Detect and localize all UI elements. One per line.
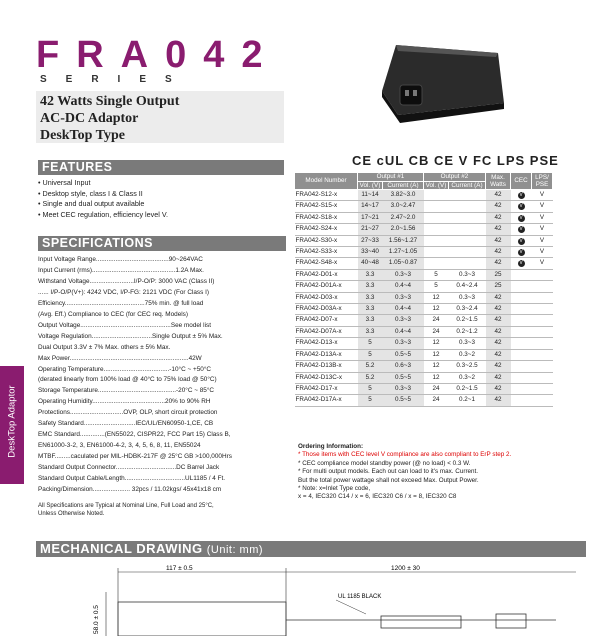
table-cell: 0.2~1 <box>449 395 486 406</box>
table-cell: V <box>532 190 553 201</box>
model-number-cell: FRA042-S48-x <box>295 258 358 269</box>
ordering-note: x = 4, IEC320 C14 / x = 6, IEC320 C6 / x = 8, IEC320 C8 <box>298 493 457 501</box>
table-cell <box>424 235 449 246</box>
table-row <box>295 326 553 337</box>
table-cell: 0.3~2.4 <box>449 304 486 315</box>
table-cell: 1.56~1.27 <box>383 235 424 246</box>
table-cell: 42 <box>486 258 511 269</box>
table-cell <box>532 315 553 326</box>
spec-line: Operating Humidity.........................................20% to 90% RH <box>38 398 211 406</box>
table-cell: 5.2 <box>358 372 383 383</box>
cec-mark <box>511 190 532 201</box>
table-cell: 0.4~4 <box>383 304 424 315</box>
table-row <box>295 315 553 326</box>
table-cell: 42 <box>486 190 511 201</box>
table-cell: 0.3~3 <box>383 338 424 349</box>
table-cell: 42 <box>486 361 511 372</box>
ordering-note: * CEC compliance model standby power (@ no load) < 0.3 W. <box>298 459 471 467</box>
table-cell: V <box>532 212 553 223</box>
spec-line: Protections..............................OVP, OLP, short circuit protection <box>38 409 218 417</box>
spec-line: Efficiency.............................................75% min. @ full load <box>38 299 204 307</box>
cec-mark <box>511 258 532 269</box>
table-cell: 3.3 <box>358 292 383 303</box>
table-cell: 0.3~2 <box>449 349 486 360</box>
table-cell: 24 <box>424 395 449 406</box>
table-cell: 42 <box>486 224 511 235</box>
table-cell <box>511 338 532 349</box>
ordering-note: But the total power wattage shall not exceed Max. Output Power. <box>298 476 479 484</box>
spec-line: Input Voltage Range.........................................90~264VAC <box>38 256 203 263</box>
cec-mark-icon: V <box>519 260 523 267</box>
table-cell: 0.4~4 <box>383 326 424 337</box>
spec-line: MTBF.........caculated per MIL-HDBK-217F @ 25°C GB >100,000Hrs <box>38 453 232 461</box>
features-section <box>38 160 284 221</box>
table-cell <box>532 326 553 337</box>
certification-logos: CE cUL CB CE V FC LPS PSE <box>352 153 559 168</box>
model-number-cell: FRA042-D07A-x <box>295 326 358 337</box>
table-row <box>295 349 553 360</box>
table-cell: 42 <box>486 383 511 394</box>
table-row <box>295 361 553 372</box>
model-number-cell: FRA042-S12-x <box>295 190 358 201</box>
model-number-cell: FRA042-D03-x <box>295 292 358 303</box>
cec-mark-icon: V <box>519 226 523 233</box>
table-cell: 0.4~2.4 <box>449 281 486 292</box>
table-cell: 2.0~1.56 <box>383 224 424 235</box>
brand-logo: FRA042 <box>36 34 280 76</box>
model-number-cell: FRA042-D13C-x <box>295 372 358 383</box>
table-cell <box>511 395 532 406</box>
spec-line: Voltage Regulation..................................Single Output ± 5% Max. <box>38 332 223 340</box>
spec-line: Operating Temperature.....................................-10°C ~ +50°C <box>38 365 211 373</box>
header-lps: LPS/ PSE <box>532 173 553 190</box>
table-cell <box>449 212 486 223</box>
table-cell: 1.27~1.05 <box>383 247 424 258</box>
table-cell: 3.3 <box>358 326 383 337</box>
table-cell: 42 <box>486 315 511 326</box>
table-cell <box>511 372 532 383</box>
table-cell: 42 <box>486 212 511 223</box>
table-cell: 3.3 <box>358 315 383 326</box>
table-cell: 0.6~3 <box>383 361 424 372</box>
table-cell <box>532 281 553 292</box>
header-vol-1: Vol. (V) <box>358 181 383 190</box>
cec-mark-icon: V <box>519 237 523 244</box>
table-cell: 40~48 <box>358 258 383 269</box>
mechanical-drawing-section <box>36 541 586 557</box>
table-cell <box>532 304 553 315</box>
table-cell: V <box>532 247 553 258</box>
table-cell: 42 <box>486 326 511 337</box>
table-cell: 42 <box>486 247 511 258</box>
table-cell: 0.2~1.5 <box>449 383 486 394</box>
table-cell: 0.3~2.5 <box>449 361 486 372</box>
model-number-cell: FRA042-D01-x <box>295 269 358 280</box>
table-cell: 42 <box>486 349 511 360</box>
model-number-cell: FRA042-D17A-x <box>295 395 358 406</box>
ordering-note-red: * Those items with CEC level V compliance are also compliant to ErP step 2. <box>298 451 512 459</box>
table-cell: 0.3~3 <box>449 338 486 349</box>
specifications-heading: SPECIFICATIONS <box>38 236 286 251</box>
mechanical-unit: (Unit: mm) <box>206 544 264 556</box>
product-photo <box>378 43 506 125</box>
spec-line: Input Current (rms)...............................................1.2A Max. <box>38 266 204 274</box>
table-cell: 5 <box>358 383 383 394</box>
table-cell <box>424 212 449 223</box>
table-cell: 0.3~3 <box>383 292 424 303</box>
table-cell: 5.2 <box>358 361 383 372</box>
table-cell <box>532 349 553 360</box>
cec-mark-icon: V <box>519 192 523 198</box>
series-label: SERIES <box>40 74 191 85</box>
model-number-cell: FRA042-D01A-x <box>295 281 358 292</box>
table-cell <box>511 269 532 280</box>
table-cell: 2.47~2.0 <box>383 212 424 223</box>
spec-line: EMC Standard..............(EN55022, CISPR22, FCC Part 15) Class B, <box>38 431 231 439</box>
table-cell <box>532 372 553 383</box>
spec-note-line: All Specifications are Typical at Nominal Line, Full Load and 25°C, <box>38 502 214 509</box>
header-output-2: Output #2 <box>424 173 486 182</box>
spec-list <box>38 255 286 496</box>
spec-line: (derated linearly from 100% load @ 40°C to 75% load @ 50°C) <box>38 376 217 384</box>
table-cell <box>532 338 553 349</box>
model-table <box>294 172 553 407</box>
table-cell: 0.5~5 <box>383 349 424 360</box>
table-cell <box>511 304 532 315</box>
table-cell: 3.3 <box>358 304 383 315</box>
table-cell <box>532 383 553 394</box>
cec-mark <box>511 212 532 223</box>
table-row <box>295 190 553 201</box>
table-cell: 24 <box>424 383 449 394</box>
feature-item: • Universal Input <box>38 178 284 189</box>
features-list <box>38 178 284 221</box>
cable-label: UL 1185 BLACK <box>338 594 382 600</box>
dimension-cable-length: 1200 ± 30 <box>391 565 420 572</box>
table-cell <box>449 190 486 201</box>
table-cell <box>511 383 532 394</box>
table-cell: 12 <box>424 304 449 315</box>
mechanical-heading <box>36 541 586 557</box>
table-cell: 27~33 <box>358 235 383 246</box>
cec-mark <box>511 201 532 212</box>
model-number-cell: FRA042-S33-x <box>295 247 358 258</box>
model-number-cell: FRA042-S24-x <box>295 224 358 235</box>
table-cell: 24 <box>424 326 449 337</box>
table-cell: 42 <box>486 372 511 383</box>
spec-line: Standard Output Cable/Length..................................UL1185 / 4 Ft. <box>38 475 226 483</box>
ordering-note: * For multi output models. Each out can load to it's max. Current. <box>298 468 479 476</box>
table-cell: 0.2~1.2 <box>449 326 486 337</box>
header-current-1: Current (A) <box>383 181 424 190</box>
spec-line: Storage Temperature............................................-20°C ~ 85°C <box>38 387 215 395</box>
table-cell: 0.3~3 <box>449 269 486 280</box>
model-number-cell: FRA042-D13B-x <box>295 361 358 372</box>
cec-mark <box>511 235 532 246</box>
table-cell <box>532 269 553 280</box>
table-row <box>295 338 553 349</box>
table-row <box>295 224 553 235</box>
table-row <box>295 235 553 246</box>
table-cell: 3.3 <box>358 281 383 292</box>
product-title <box>36 91 284 143</box>
table-cell: 3.0~2.47 <box>383 201 424 212</box>
table-cell <box>424 247 449 258</box>
ordering-information <box>298 443 588 502</box>
table-cell: 42 <box>486 292 511 303</box>
table-row <box>295 304 553 315</box>
model-number-cell: FRA042-D13-x <box>295 338 358 349</box>
table-row <box>295 212 553 223</box>
cec-mark-icon: V <box>519 203 523 210</box>
table-cell: 0.3~3 <box>449 292 486 303</box>
table-cell: 1.05~0.87 <box>383 258 424 269</box>
table-cell: V <box>532 201 553 212</box>
feature-item: • Desktop style, class I & Class II <box>38 189 284 200</box>
table-cell: 0.5~5 <box>383 395 424 406</box>
table-cell: V <box>532 224 553 235</box>
table-cell: 25 <box>486 269 511 280</box>
table-cell: V <box>532 258 553 269</box>
title-line-1: 42 Watts Single Output <box>40 94 180 109</box>
cec-mark-icon: V <box>519 214 523 221</box>
table-row <box>295 292 553 303</box>
spec-note <box>38 502 278 518</box>
mechanical-drawing <box>36 562 586 636</box>
header-current-2: Current (A) <box>449 181 486 190</box>
table-cell: 12 <box>424 349 449 360</box>
table-cell: 21~27 <box>358 224 383 235</box>
model-number-cell: FRA042-S15-x <box>295 201 358 212</box>
side-tab-label: DeskTop Adaptor <box>6 385 18 458</box>
header-output-1: Output #1 <box>358 173 424 182</box>
table-cell: 5 <box>424 281 449 292</box>
table-cell <box>511 315 532 326</box>
table-row <box>295 258 553 269</box>
table-cell: 17~21 <box>358 212 383 223</box>
table-cell: 5 <box>358 338 383 349</box>
table-cell <box>424 190 449 201</box>
table-row <box>295 269 553 280</box>
spec-line: Dual Output 3.3V ± 7% Max. others ± 5% Max. <box>38 343 171 351</box>
table-cell: 24 <box>424 315 449 326</box>
model-number-cell: FRA042-D13A-x <box>295 349 358 360</box>
feature-item: • Meet CEC regulation, efficiency level V. <box>38 210 284 221</box>
table-cell: 0.3~3 <box>383 315 424 326</box>
title-line-3: DeskTop Type <box>40 128 125 143</box>
model-number-cell: FRA042-S30-x <box>295 235 358 246</box>
spec-line: Standard Output Connector..................................DC Barrel Jack <box>38 464 220 472</box>
cec-mark <box>511 224 532 235</box>
spec-line: Withstand Voltage.........................I/P-O/P: 3000 VAC (Class II) <box>38 277 215 285</box>
table-cell: 0.4~4 <box>383 281 424 292</box>
spec-line: ...... I/P-O/P(V+): 4242 VDC, I/P-FG: 2121 VDC (For Class I) <box>38 288 209 296</box>
table-cell <box>424 224 449 235</box>
spec-line: EN61000-3-2, 3, EN61000-4-2, 3, 4, 5, 6, 8, 11, EN55024 <box>38 442 201 450</box>
table-cell: 12 <box>424 292 449 303</box>
table-cell: 5 <box>424 269 449 280</box>
table-cell <box>449 201 486 212</box>
table-cell <box>511 292 532 303</box>
cec-mark <box>511 247 532 258</box>
table-cell <box>511 281 532 292</box>
table-cell <box>511 326 532 337</box>
table-cell: 5 <box>358 349 383 360</box>
table-cell: 42 <box>486 201 511 212</box>
table-cell <box>449 224 486 235</box>
model-number-cell: FRA042-D07-x <box>295 315 358 326</box>
table-row <box>295 383 553 394</box>
table-cell <box>424 201 449 212</box>
table-cell <box>532 361 553 372</box>
header-cec: CEC <box>511 173 532 190</box>
table-row <box>295 201 553 212</box>
table-cell <box>511 361 532 372</box>
table-cell <box>449 235 486 246</box>
table-cell <box>532 292 553 303</box>
table-cell <box>424 258 449 269</box>
table-cell: 3.3 <box>358 269 383 280</box>
feature-item: • Single and dual output available <box>38 199 284 210</box>
side-tab <box>0 366 24 484</box>
table-cell: 12 <box>424 361 449 372</box>
table-cell: 42 <box>486 395 511 406</box>
table-cell: 42 <box>486 304 511 315</box>
model-number-cell: FRA042-D17-x <box>295 383 358 394</box>
specifications-section <box>38 236 286 518</box>
table-cell: 5 <box>358 395 383 406</box>
table-cell: 12 <box>424 372 449 383</box>
header-model: Model Number <box>295 173 358 190</box>
model-number-cell: FRA042-D03A-x <box>295 304 358 315</box>
table-row <box>295 395 553 406</box>
spec-line: Packing/Dimension..................... 32pcs / 11.02kgs/ 45x41x18 cm <box>38 486 222 494</box>
ordering-note: * Note: x=Inlet Type code, <box>298 485 371 493</box>
table-cell <box>449 247 486 258</box>
table-cell: 11~14 <box>358 190 383 201</box>
mechanical-title: MECHANICAL DRAWING <box>40 541 203 556</box>
table-cell: 3.82~3.0 <box>383 190 424 201</box>
table-cell: 33~40 <box>358 247 383 258</box>
model-number-cell: FRA042-S18-x <box>295 212 358 223</box>
table-cell: 42 <box>486 235 511 246</box>
table-cell: V <box>532 235 553 246</box>
spec-line: Max Power...................................................................42W <box>38 354 202 362</box>
spec-line: Output Voltage...................................................See model list <box>38 321 211 329</box>
table-cell <box>449 258 486 269</box>
spec-note-line: Unless Otherwise Noted. <box>38 510 105 517</box>
table-cell: 25 <box>486 281 511 292</box>
table-cell: 0.2~1.5 <box>449 315 486 326</box>
header-max-watts: Max. Watts <box>486 173 511 190</box>
table-cell: 12 <box>424 338 449 349</box>
table-cell: 0.3~3 <box>383 269 424 280</box>
table-row <box>295 281 553 292</box>
table-row <box>295 247 553 258</box>
features-heading: FEATURES <box>38 160 284 175</box>
table-cell <box>532 395 553 406</box>
table-cell: 0.5~5 <box>383 372 424 383</box>
cec-mark-icon: V <box>519 249 523 256</box>
title-line-2: AC-DC Adaptor <box>40 111 139 126</box>
model-table-body <box>295 190 553 407</box>
dimension-height: 58.0 ± 0.5 <box>93 605 100 634</box>
spec-line: (Avg. Eff.) Compliance to CEC (for CEC req. Models) <box>38 310 188 318</box>
table-cell: 0.3~3 <box>383 383 424 394</box>
spec-line: Safety Standard.............................IEC/UL/EN60950-1,CE, CB <box>38 420 214 428</box>
header-vol-2: Vol. (V) <box>424 181 449 190</box>
table-cell: 42 <box>486 338 511 349</box>
ordering-heading: Ordering Information: <box>298 443 364 450</box>
table-row <box>295 372 553 383</box>
table-cell: 0.3~2 <box>449 372 486 383</box>
table-cell <box>511 349 532 360</box>
table-cell: 14~17 <box>358 201 383 212</box>
dimension-width: 117 ± 0.5 <box>166 565 193 572</box>
